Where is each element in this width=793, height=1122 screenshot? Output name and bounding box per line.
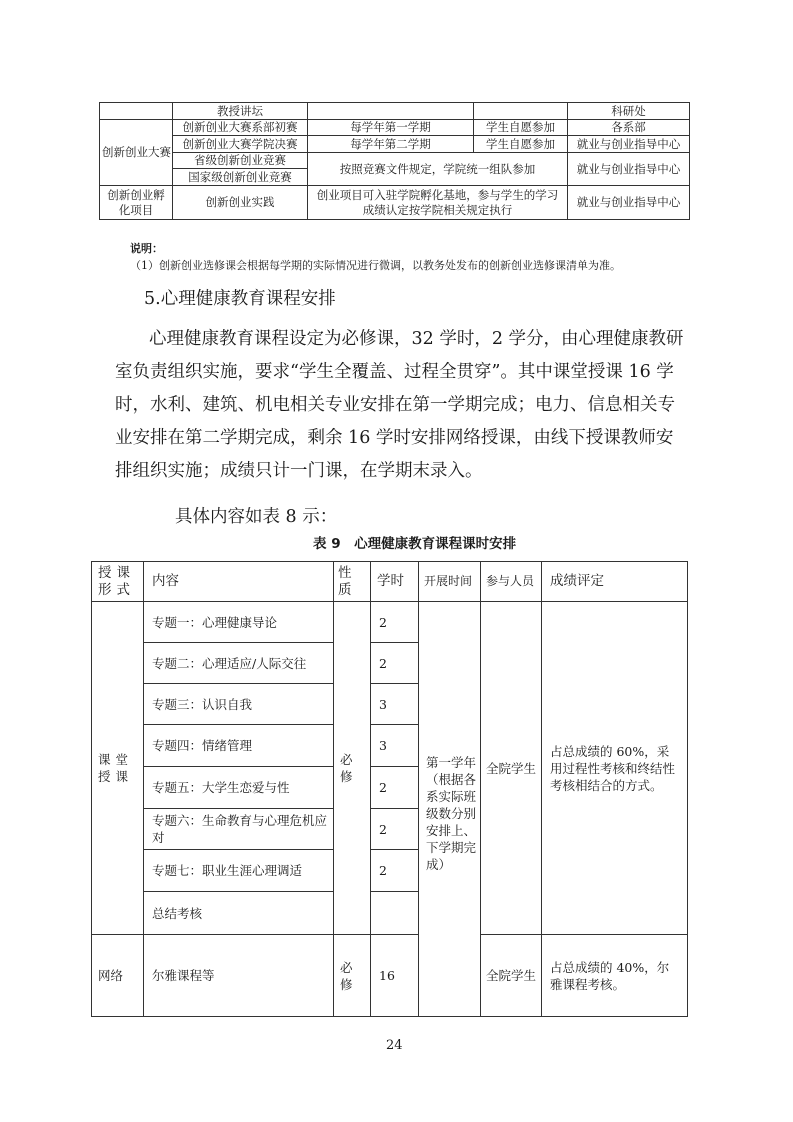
- hours-cell: 3: [371, 684, 419, 725]
- column-header: 开展时间: [419, 562, 481, 602]
- hours-cell: 2: [371, 643, 419, 684]
- table-header-row: [92, 562, 688, 602]
- nature-cell: 必修: [334, 935, 371, 1017]
- time-cell: 第一学年（根据各系实际班级数分别安排上、下学期完成）: [419, 602, 481, 1017]
- column-header: 参与人员: [481, 562, 542, 602]
- column-header: 学时: [371, 562, 419, 602]
- content-cell: 专题五：大学生恋爱与性: [144, 767, 334, 809]
- content-cell: 专题六：生命教育与心理危机应对: [144, 809, 334, 850]
- notes-title: 说明：: [130, 242, 163, 255]
- group-label: 创新创业大赛: [100, 120, 173, 186]
- section-heading: 5.心理健康教育课程安排: [144, 289, 336, 309]
- table-row: [100, 103, 690, 120]
- nature-cell: 必修: [334, 602, 371, 935]
- hours-cell: 2: [371, 850, 419, 892]
- table-cell: 教授讲坛: [173, 103, 308, 120]
- mental-health-schedule-table: [91, 561, 688, 1017]
- table-row: [92, 935, 688, 1017]
- table-cell: 各系部: [568, 120, 690, 136]
- content-cell: 专题四：情绪管理: [144, 725, 334, 767]
- table-cell: 科研处: [568, 103, 690, 120]
- content-cell: 专题三：认识自我: [144, 684, 334, 725]
- table-cell: 每学年第一学期: [308, 120, 474, 136]
- participants-cell: 全院学生: [481, 935, 542, 1017]
- table-cell: 国家级创新创业竞赛: [173, 169, 308, 186]
- table-cell: 就业与创业指导中心: [568, 153, 690, 186]
- column-header: 性质: [334, 562, 371, 602]
- table-cell: [100, 103, 173, 120]
- table-cell: 创业项目可入驻学院孵化基地，参与学生的学习成绩认定按学院相关规定执行: [308, 186, 568, 220]
- hours-cell: 2: [371, 809, 419, 850]
- hours-cell: 16: [371, 935, 419, 1017]
- grading-cell: 占总成绩的 60%，采用过程性考核和终结性考核相结合的方式。: [542, 602, 688, 935]
- table-cell: 创新创业大赛系部初赛: [173, 120, 308, 136]
- note-item: （1）创新创业选修课会根据每学期的实际情况进行微调，以教务处发布的创新创业选修课清单为准。: [130, 259, 621, 272]
- table-cell: 按照竞赛文件规定，学院统一组队参加: [308, 153, 568, 186]
- page-number: 24: [386, 1038, 403, 1053]
- table-row: [100, 120, 690, 136]
- content-cell: 专题一：心理健康导论: [144, 602, 334, 643]
- content-cell: 专题二：心理适应/人际交往: [144, 643, 334, 684]
- table-cell: [474, 103, 568, 120]
- table-cell: 就业与创业指导中心: [568, 136, 690, 153]
- hours-cell: 2: [371, 767, 419, 809]
- table-cell: 省级创新创业竞赛: [173, 153, 308, 169]
- mode-cell: 课堂授课: [92, 602, 144, 935]
- hours-cell: 2: [371, 602, 419, 643]
- column-header: 成绩评定: [542, 562, 688, 602]
- table-row: [100, 153, 690, 169]
- table-cell: 每学年第二学期: [308, 136, 474, 153]
- mode-cell: 网络: [92, 935, 144, 1017]
- table-row: [100, 186, 690, 220]
- table-cell: [308, 103, 474, 120]
- column-header: 授课形式: [92, 562, 144, 602]
- table-cell: 学生自愿参加: [474, 136, 568, 153]
- hours-cell: 3: [371, 725, 419, 767]
- column-header: 内容: [144, 562, 334, 602]
- content-cell: 尔雅课程等: [144, 935, 334, 1017]
- participants-cell: 全院学生: [481, 602, 542, 935]
- body-paragraph: 心理健康教育课程设定为必修课，32 学时，2 学分，由心理健康教研室负责组织实施，要求“学生全覆盖、过程全贯穿”。其中课堂授课 16 学时，水利、建筑、机电相关专业安排在第一学期完成；电力、信息相关专业安排在第二学期完成，剩余 16 学时安排网络授课，由线下授课教师安排组织实施；成绩只计一门课，在学期末录入。: [115, 329, 684, 481]
- table-row: [92, 602, 688, 643]
- table-cell: 创新创业实践: [173, 186, 308, 220]
- innovation-activities-table: [99, 102, 690, 220]
- hours-cell: [371, 892, 419, 935]
- grading-cell: 占总成绩的 40%，尔雅课程考核。: [542, 935, 688, 1017]
- group-label: 创新创业孵化项目: [100, 186, 173, 220]
- body-paragraph: 具体内容如表 8 示：: [175, 507, 338, 527]
- table-cell: 创新创业大赛学院决赛: [173, 136, 308, 153]
- content-cell: 总结考核: [144, 892, 334, 935]
- table-caption: 表 9 心理健康教育课程课时安排: [313, 536, 517, 552]
- table-row: [100, 136, 690, 153]
- table-cell: 学生自愿参加: [474, 120, 568, 136]
- table-cell: 就业与创业指导中心: [568, 186, 690, 220]
- content-cell: 专题七：职业生涯心理调适: [144, 850, 334, 892]
